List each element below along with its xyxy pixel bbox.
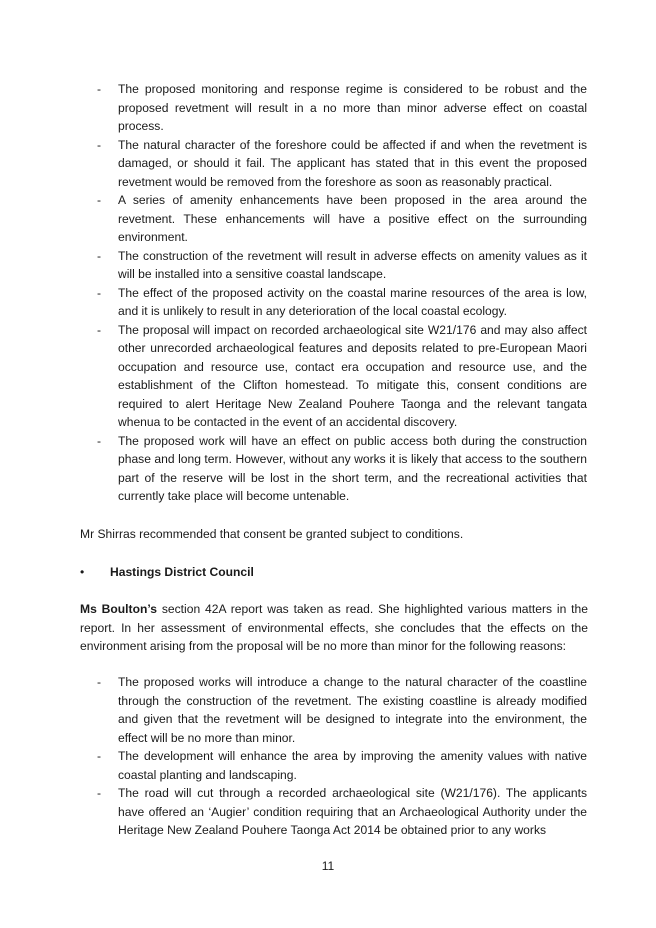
- list-item: [97, 747, 587, 784]
- list-item-text: The construction of the revetment will result in adverse effects on amenity values as it will be installed into a sensitive coastal landscape.: [118, 248, 587, 281]
- list-dash: -: [97, 786, 102, 800]
- list-item-text: The effect of the proposed activity on the coastal marine resources of the area is low, and it is unlikely to result in any deterioration of the local coastal ecology.: [118, 285, 587, 318]
- officer-name: Ms Boulton’s: [80, 602, 157, 616]
- bullet-icon: •: [80, 565, 85, 579]
- page-number: 11: [321, 859, 335, 873]
- list-item-text: The road will cut through a recorded archaeological site (W21/176). The applicants have offered an ‘Augier’ condition requiring that an Archaeological Authority under the Heritage New Zealand Pouhere Taonga Act 2014 be obtained prior to any works: [118, 786, 587, 837]
- list-item-text: The proposal will impact on recorded archaeological site W21/176 and may also affect other unrecorded archaeological features and deposits related to pre-European Maori occupation and resource use, contact era occupation and resource use, and the establishment of the Clifton homestead. To mitigate this, consent conditions are required to alert Heritage New Zealand Pouhere Taonga and the relevant tangata whenua to be contacted in the event of an accidental discovery.: [118, 322, 587, 429]
- list-dash: -: [97, 193, 102, 207]
- list-item: [97, 191, 587, 247]
- list-item: [97, 432, 587, 506]
- list-item-text: The proposed monitoring and response regime is considered to be robust and the proposed revetment will result in a no more than minor adverse effect on coastal process.: [118, 82, 587, 133]
- list-item: [97, 673, 587, 747]
- list-dash: -: [97, 82, 102, 96]
- list-item-text: A series of amenity enhancements have been proposed in the area around the revetment. These enhancements will have a positive effect on the surrounding environment.: [118, 193, 587, 244]
- list-dash: -: [97, 749, 102, 763]
- list-item-text: The natural character of the foreshore could be affected if and when the revetment is damaged, or should it fail. The applicant has stated that in this event the proposed revetment would be removed from the foreshore as soon as reasonably practical.: [118, 137, 587, 189]
- list-dash: -: [97, 248, 102, 263]
- list-dash: -: [97, 137, 102, 152]
- list-item-text: The development will enhance the area by improving the amenity values with native coastal planting and landscaping.: [118, 749, 587, 782]
- list-item: [97, 80, 587, 136]
- list-item: [97, 321, 587, 432]
- boulton-reasons-list: [97, 673, 587, 840]
- list-dash: -: [97, 322, 102, 337]
- list-item: [97, 284, 587, 321]
- section-heading-text: Hastings District Council: [110, 565, 254, 579]
- recommendation-paragraph: Mr Shirras recommended that consent be granted subject to conditions.: [80, 527, 464, 541]
- report-paragraph: [80, 600, 588, 656]
- list-dash: -: [97, 675, 102, 689]
- shirras-effects-list: [97, 80, 587, 506]
- list-item: [97, 136, 587, 192]
- list-item-text: The proposed works will introduce a change to the natural character of the coastline through the construction of the revetment. The existing coastline is already modified and given that the revetment will be designed to integrate into the environment, the effect will be no more than minor.: [118, 675, 587, 745]
- list-dash: -: [97, 433, 102, 448]
- report-paragraph-text: section 42A report was taken as read. She highlighted various matters in the report. In her assessment of environmental effects, she concludes that the effects on the environment arising from the proposal will be no more than minor for the following reasons:: [80, 602, 588, 653]
- list-dash: -: [97, 285, 102, 300]
- list-item: [97, 784, 587, 840]
- list-item-text: The proposed work will have an effect on public access both during the construction phase and long term. However, without any works it is likely that access to the southern part of the reserve will be lost in the short term, and the recreational activities that currently take place will become untenable.: [118, 433, 587, 503]
- list-item: [97, 247, 587, 284]
